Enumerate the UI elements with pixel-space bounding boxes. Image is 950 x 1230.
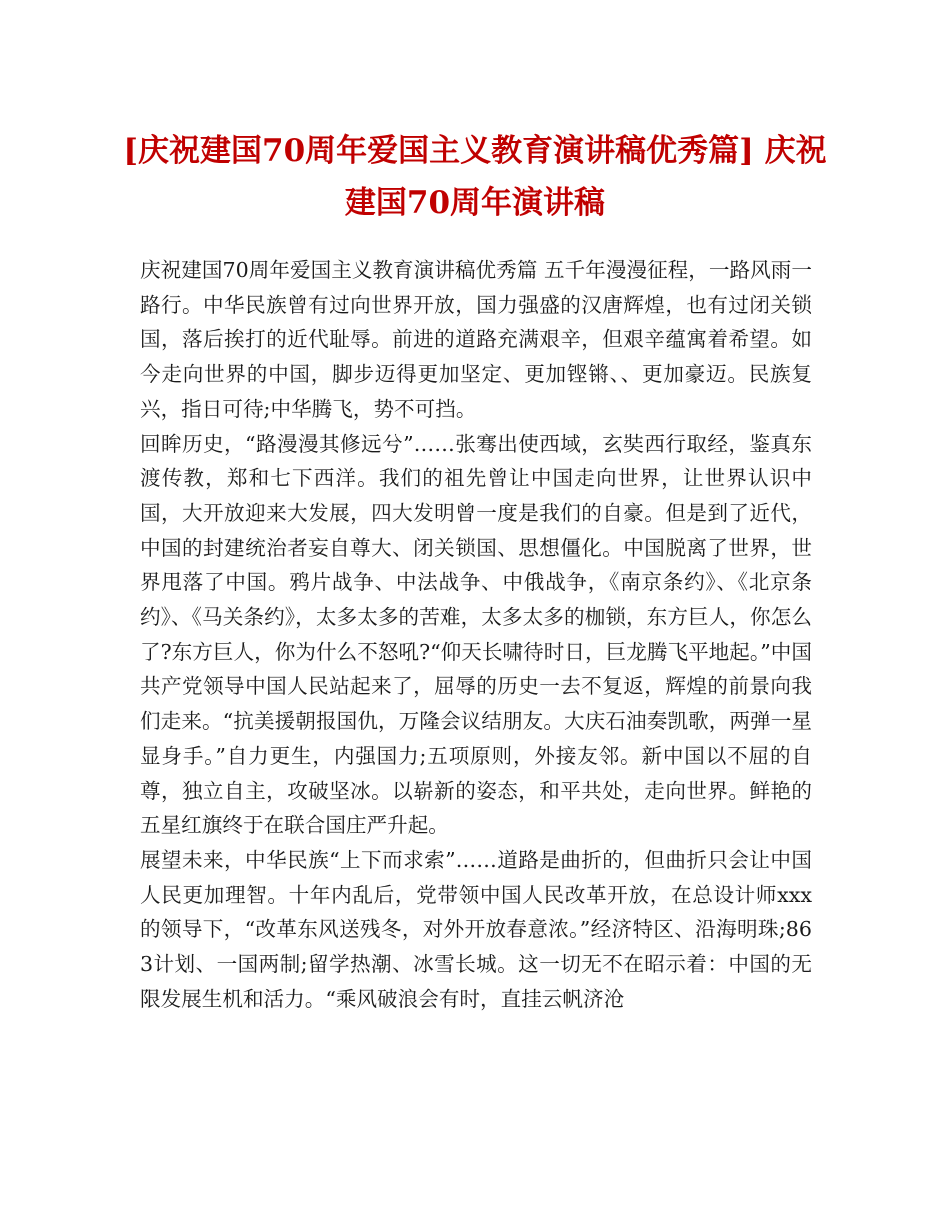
title-line-1: [庆祝建国70周年爱国主义教育演讲稿优秀篇] 庆祝 [123,133,827,169]
document-title [0,125,950,229]
paragraph-history: 回眸历史，“路漫漫其修远兮”……张骞出使西域，玄奘西行取经，鉴真东渡传教，郑和七下西洋。我们的祖先曾让中国走向世界，让世界认识中国，大开放迎来大发展，四大发明曾一度是我们的自豪。但是到了近代，中国的封建统治者妄自尊大、闭关锁国、思想僵化。中国脱离了世界，世界甩落了中国。鸦片战争、中法战争、中俄战争，《南京条约》、《北京条约》、《马关条约》，太多太多的苦难，太多太多的枷锁，东方巨人，你怎么了?东方巨人，你为什么不怒吼?“仰天长啸待时日，巨龙腾飞平地起。”中国共产党领导中国人民站起来了，屈辱的历史一去不复返，辉煌的前景向我们走来。“抗美援朝报国仇，万隆会议结朋友。大庆石油奏凯歌，两弹一星显身手。”自力更生，内强国力;五项原则，外接友邻。新中国以不屈的自尊，独立自主，攻破坚冰。以崭新的姿态，和平共处，走向世界。鲜艳的五星红旗终于在联合国庄严升起。 [140,431,812,838]
document-body [140,253,812,1016]
paragraph-future: 展望未来，中华民族“上下而求索”……道路是曲折的，但曲折只会让中国人民更加理智。十年内乱后，党带领中国人民改革开放，在总设计师xxx的领导下，“改革东风送残冬，对外开放春意浓。”经济特区、沿海明珠;863计划、一国两制;留学热潮、冰雪长城。这一切无不在昭示着：中国的无限发展生机和活力。“乘风破浪会有时，直挂云帆济沧 [140,847,812,1011]
title-line-2: 建国70周年演讲稿 [344,185,606,221]
paragraph-intro: 庆祝建国70周年爱国主义教育演讲稿优秀篇 五千年漫漫征程，一路风雨一路行。中华民族曾有过向世界开放，国力强盛的汉唐辉煌，也有过闭关锁国，落后挨打的近代耻辱。前进的道路充满艰辛，但艰辛蕴寓着希望。如今走向世界的中国，脚步迈得更加坚定、更加铿锵、、更加豪迈。民族复兴，指日可待;中华腾飞，势不可挡。 [140,258,812,421]
